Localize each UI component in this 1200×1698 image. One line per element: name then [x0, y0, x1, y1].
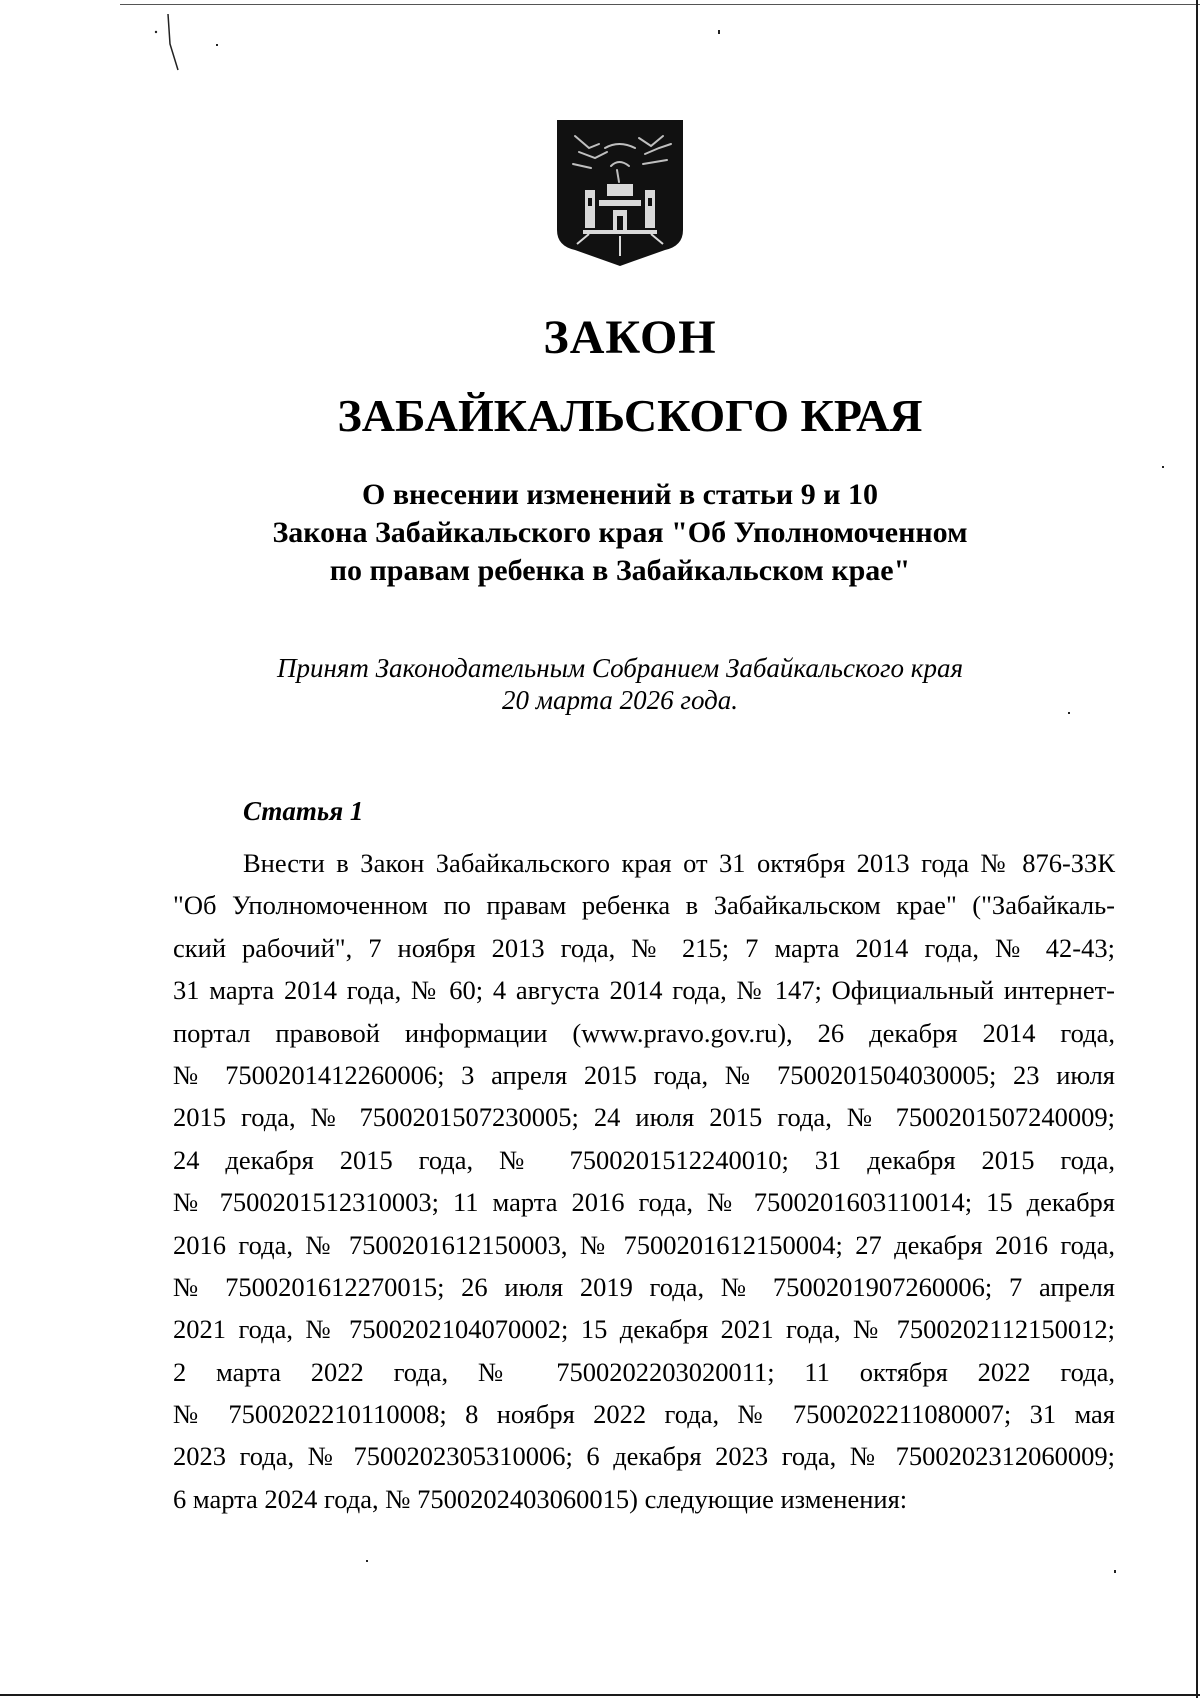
scan-edge-bottom [0, 1694, 1200, 1696]
document-title-region: ЗАБАЙКАЛЬСКОГО КРАЯ [337, 390, 923, 441]
article-body-line: 2021 года, № 7500202104070002; 15 декабря 2021 года, № 7500202112150012; [173, 1314, 1115, 1345]
law-subject [0, 476, 1200, 590]
article-body-line: портал правовой информации (www.pravo.gov.ru), 26 декабря 2014 года, [173, 1017, 1115, 1048]
article-body-line: 2015 года, № 7500201507230005; 24 июля 2015 года, № 7500201507240009; [173, 1102, 1115, 1133]
article-heading: Статья 1 [243, 796, 364, 826]
article-body-line: 2016 года, № 7500201612150003, № 7500201612150004; 27 декабря 2016 года, [173, 1229, 1115, 1260]
adoption-note-line: Принят Законодательным Собранием Забайкальского края [276, 653, 963, 683]
article-body-line: 6 марта 2024 года, № 7500202403060015) следующие изменения: [173, 1483, 908, 1514]
adoption-note [0, 652, 1200, 716]
document-title: ЗАКОН [543, 311, 717, 364]
scan-speck [216, 44, 218, 46]
article-body-line: № 7500201412260006; 3 апреля 2015 года, № 7500201504030005; 23 июля [173, 1059, 1115, 1090]
scan-speck [1114, 1570, 1116, 1573]
adoption-date: 20 марта 2026 года. [501, 685, 739, 715]
scan-mark [150, 10, 190, 80]
article-body-line: 24 декабря 2015 года, № 7500201512240010; 31 декабря 2015 года, [173, 1144, 1115, 1175]
article-body-line: № 7500202210110008; 8 ноября 2022 года, № 7500202211080007; 31 мая [173, 1399, 1115, 1430]
law-subject-line: О внесении изменений в статьи 9 и 10 [362, 478, 878, 511]
scan-edge-top [120, 4, 1200, 5]
scan-speck [718, 30, 720, 34]
article-body-line: № 7500201612270015; 26 июля 2019 года, № 7500201907260006; 7 апреля [173, 1271, 1115, 1302]
scan-edge-right [1196, 0, 1198, 1698]
law-subject-line: Закона Забайкальского края "Об Уполномоченном [272, 516, 968, 549]
law-subject-line: по правам ребенка в Забайкальском крае" [329, 554, 911, 587]
scan-speck [1162, 466, 1164, 468]
article-body-line: Внести в Закон Забайкальского края от 31 октября 2013 года № 876-ЗЗК [243, 848, 1115, 878]
article-body-line: 2 марта 2022 года, № 7500202203020011; 11 октября 2022 года, [173, 1356, 1115, 1387]
article-body-line: № 7500201512310003; 11 марта 2016 года, № 7500201603110014; 15 декабря [173, 1187, 1115, 1218]
article-body-line: "Об Уполномоченном по правам ребенка в Забайкальском крае" ("Забайкаль- [173, 890, 1115, 921]
coat-of-arms-icon [555, 118, 685, 268]
scan-speck [366, 1560, 368, 1562]
article-body-line: 31 марта 2014 года, № 60; 4 августа 2014 года, № 147; Официальный интернет- [173, 975, 1115, 1006]
article-body-line: 2023 года, № 7500202305310006; 6 декабря 2023 года, № 7500202312060009; [173, 1441, 1115, 1472]
article-body [173, 842, 1115, 1520]
article-body-line: ский рабочий", 7 ноября 2013 года, № 215; 7 марта 2014 года, № 42-43; [173, 932, 1115, 963]
